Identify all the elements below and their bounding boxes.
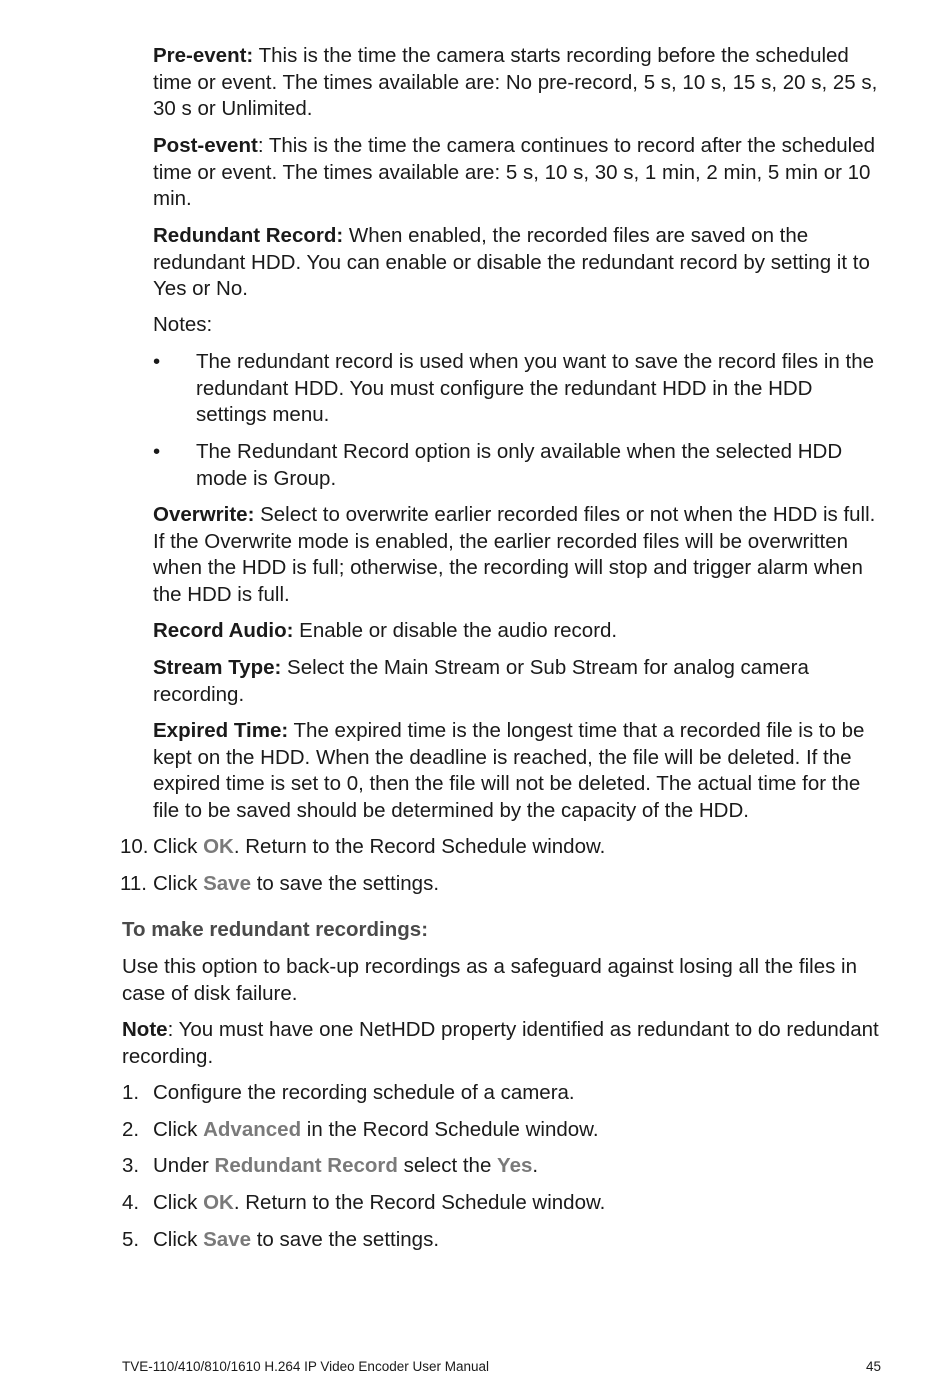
advanced-button-reference: Advanced	[203, 1118, 302, 1141]
bullet-mark: •	[153, 350, 161, 373]
step-number: 4.	[122, 1191, 140, 1214]
post-event-label: Post-event	[153, 134, 258, 157]
step-number: 2.	[122, 1118, 140, 1141]
step-11	[153, 871, 883, 898]
step-text: Click	[153, 1191, 204, 1214]
note-label: Note	[122, 1018, 168, 1041]
post-event-paragraph	[153, 133, 883, 213]
step-text: to save the settings.	[251, 1228, 440, 1251]
step-text: .	[532, 1154, 539, 1177]
pre-event-label: Pre-event:	[153, 44, 254, 67]
footer-page-number: 45	[866, 1359, 882, 1374]
stream-type-label: Stream Type:	[153, 656, 282, 679]
overwrite-label: Overwrite:	[153, 503, 255, 526]
expired-time-paragraph	[153, 718, 883, 824]
notes-label: Notes:	[153, 313, 213, 336]
step-number: 10.	[120, 835, 149, 858]
step-text: Click	[153, 872, 204, 895]
step-number: 3.	[122, 1154, 140, 1177]
stream-type-text: Select the Main Stream or Sub Stream for analog camera recording.	[153, 656, 809, 706]
step-text: . Return to the Record Schedule window.	[233, 1191, 606, 1214]
step-5	[153, 1227, 883, 1254]
step-3	[153, 1153, 883, 1180]
redundant-record-text: When enabled, the recorded files are saved on the redundant HDD. You can enable or disable the redundant record by setting it to Yes or No.	[153, 224, 870, 300]
step-2	[153, 1117, 883, 1144]
bullet-mark: •	[153, 440, 161, 463]
ok-button-reference: OK	[203, 835, 234, 858]
section-heading: To make redundant recordings:	[122, 918, 429, 941]
post-event-text: : This is the time the camera continues to record after the scheduled time or event. The times available are: 5 s, 10 s, 30 s, 1 min, 2 min, 5 min or 10 min.	[153, 134, 876, 210]
expired-time-label: Expired Time:	[153, 719, 289, 742]
expired-time-text: The expired time is the longest time that a recorded file is to be kept on the HDD. When the deadline is reached, the file will be deleted. If the expired time is set to 0, then the file will not be deleted. The actual time for the file to be saved should be determined by the capacity of the HDD.	[153, 719, 865, 822]
footer-manual-title: TVE-110/410/810/1610 H.264 IP Video Encoder User Manual	[122, 1359, 489, 1374]
step-text: in the Record Schedule window.	[301, 1118, 599, 1141]
redundant-intro: Use this option to back-up recordings as a safeguard against losing all the files in case of disk failure.	[122, 955, 858, 1005]
save-button-reference: Save	[203, 1228, 251, 1251]
stream-type-paragraph	[153, 655, 883, 708]
redundant-record-option-reference: Redundant Record	[214, 1154, 398, 1177]
record-audio-label: Record Audio:	[153, 619, 294, 642]
step-10	[153, 834, 883, 861]
step-number: 11.	[120, 872, 147, 895]
ok-button-reference: OK	[203, 1191, 234, 1214]
step-1	[153, 1080, 883, 1107]
record-audio-text: Enable or disable the audio record.	[293, 619, 618, 642]
overwrite-text: Select to overwrite earlier recorded files or not when the HDD is full. If the Overwrite mode is enabled, the earlier recorded files will be overwritten when the HDD is full; otherwise, the recording will stop and trigger alarm when the HDD is full.	[153, 503, 876, 606]
step-text: select the	[397, 1154, 498, 1177]
step-text: . Return to the Record Schedule window.	[233, 835, 606, 858]
step-text: to save the settings.	[251, 872, 440, 895]
yes-option-reference: Yes	[497, 1154, 533, 1177]
bullet-item: The redundant record is used when you want to save the record files in the redundant HDD. You must configure the redundant HDD in the HDD settings menu.	[196, 350, 875, 426]
note-text: : You must have one NetHDD property identified as redundant to do redundant recording.	[122, 1018, 879, 1068]
step-text: Configure the recording schedule of a camera.	[153, 1081, 575, 1104]
pre-event-text: This is the time the camera starts recording before the scheduled time or event. The times available are: No pre-record, 5 s, 10 s, 15 s, 20 s, 25 s, 30 s or Unlimited.	[153, 44, 878, 120]
overwrite-paragraph	[153, 502, 883, 608]
redundant-record-paragraph	[153, 223, 883, 303]
bullet-item: The Redundant Record option is only available when the selected HDD mode is Group.	[196, 440, 843, 490]
step-text: Click	[153, 1228, 204, 1251]
redundant-record-label: Redundant Record:	[153, 224, 344, 247]
step-text: Under	[153, 1154, 215, 1177]
step-text: Click	[153, 1118, 204, 1141]
step-text: Click	[153, 835, 204, 858]
pre-event-paragraph	[153, 43, 883, 123]
step-number: 5.	[122, 1228, 140, 1251]
step-4	[153, 1190, 883, 1217]
save-button-reference: Save	[203, 872, 251, 895]
step-number: 1.	[122, 1081, 140, 1104]
note-paragraph	[122, 1017, 883, 1070]
record-audio-paragraph	[153, 618, 883, 645]
